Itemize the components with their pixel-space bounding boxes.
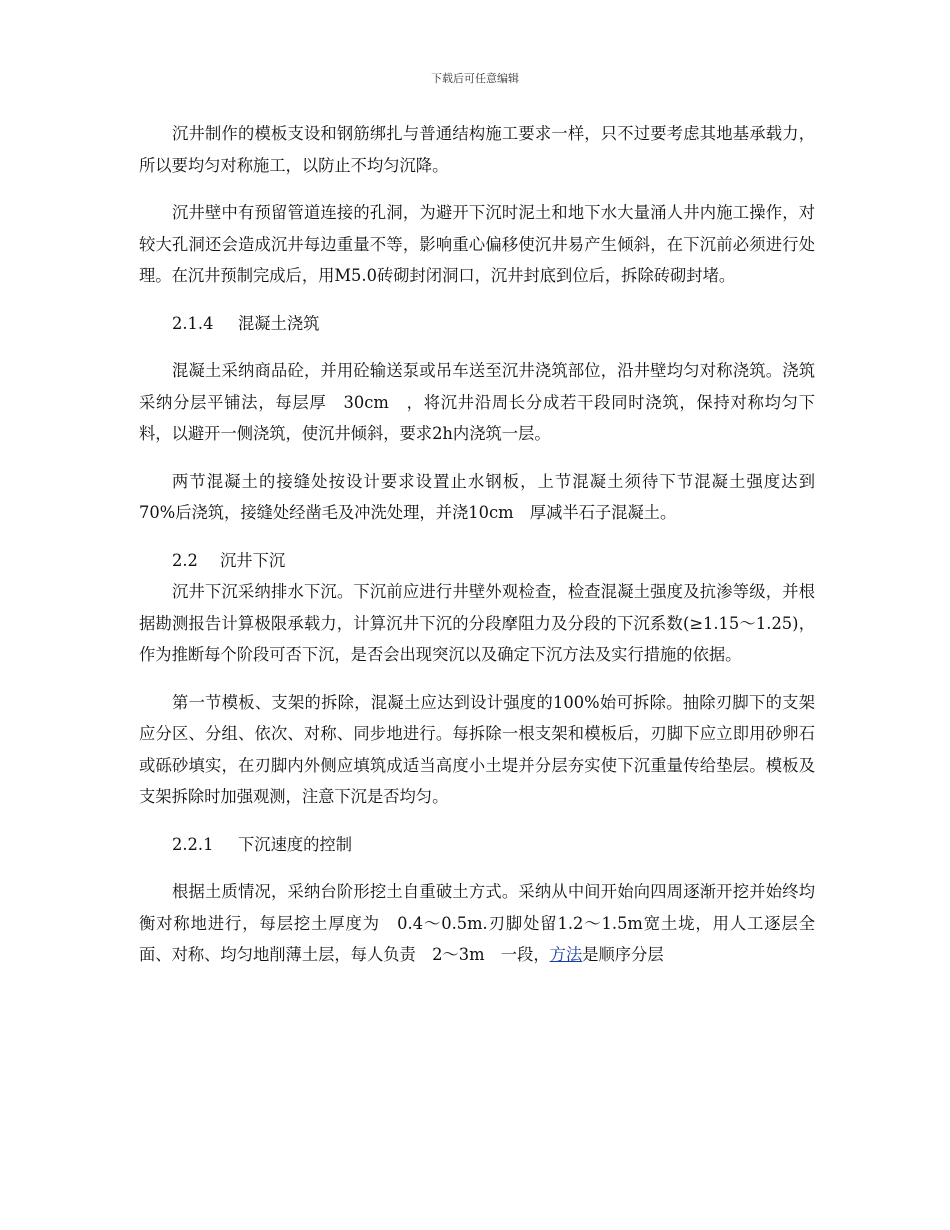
paragraph-joints: 两节混凝土的接缝处按设计要求设置止水钢板，上节混凝土须待下节混凝土强度达到 70%后浇筑，接缝处经凿毛及冲洗处理，并浇10cm 厚减半石子混凝土。 (139, 471, 832, 522)
paragraph-text: 根据土质情况，采纳台阶形挖土自重破土方式。采纳从中间开始向四周逐渐开挖并始终均衡对称地进行，每层挖土厚度为 0.4～0.5m.刃脚处留1.2～1.5m宽土垅，用人工逐层全面、对称、均匀地削薄土层，每人负责 2～3m 一段， (139, 882, 815, 964)
section-title: 沉井下沉 (220, 550, 286, 570)
paragraph-text-end: 是顺序分层 (582, 945, 664, 964)
paragraph-formwork: 沉井制作的模板支设和钢筋绑扎与普通结构施工要求一样，只不过要考虑其地基承载力，所以要均匀对称施工，以防止不均匀沉降。 (139, 124, 815, 175)
section-title: 下沉速度的控制 (238, 834, 352, 854)
section-heading-2-1-4 (139, 308, 815, 340)
paragraph-concrete-pouring: 混凝土采纳商品砼，并用砼输送泵或吊车送至沉井浇筑部位，沿井壁均匀对称浇筑。浇筑采纳分层平铺法，每层厚 30cm ，将沉井沿周长分成若干段同时浇筑，保持对称均匀下料，以避开一侧浇筑，使沉井倾斜，要求2h内浇筑一层。 (139, 361, 815, 443)
paragraph-support-removal: 第一节模板、支架的拆除，混凝土应达到设计强度的100%始可拆除。抽除刃脚下的支架应分区、分组、依次、对称、同步地进行。每拆除一根支架和模板后，刃脚下应立即用砂卵石或砾砂填实，在刃脚内外侧应填筑成适当高度小土堤并分层夯实使下沉重量传给垫层。模板及支架拆除时加强观测，注意下沉是否均匀。 (139, 692, 815, 806)
section-title: 混凝土浇筑 (238, 313, 320, 333)
document-body (139, 118, 832, 987)
section-number: 2.1.4 (172, 313, 214, 333)
paragraph-sinking: 沉井下沉采纳排水下沉。下沉前应进行井壁外观检查，检查混凝土强度及抗渗等级，并根据勘测报告计算极限承载力，计算沉井下沉的分段摩阻力及分段的下沉系数(≥1.15～1.25)，作为推断每个阶段可否下沉，是否会出现突沉以及确定下沉方法及实行措施的依据。 (139, 582, 815, 664)
method-link[interactable]: 方法 (549, 945, 583, 964)
section-heading-2-2-1 (139, 829, 815, 861)
paragraph-speed-control (139, 876, 815, 971)
page-header: 下载后可任意编辑 (431, 72, 519, 85)
section-heading-2-2 (139, 545, 815, 577)
section-number: 2.2.1 (172, 834, 214, 854)
paragraph-openings: 沉井壁中有预留管道连接的孔洞，为避开下沉时泥土和地下水大量涌人井内施工操作，对较大孔洞还会造成沉井每边重量不等，影响重心偏移使沉井易产生倾斜，在下沉前必须进行处理。在沉井预制完成后，用M5.0砖砌封闭洞口，沉井封底到位后，拆除砖砌封堵。 (139, 203, 815, 285)
section-number: 2.2 (172, 550, 198, 570)
